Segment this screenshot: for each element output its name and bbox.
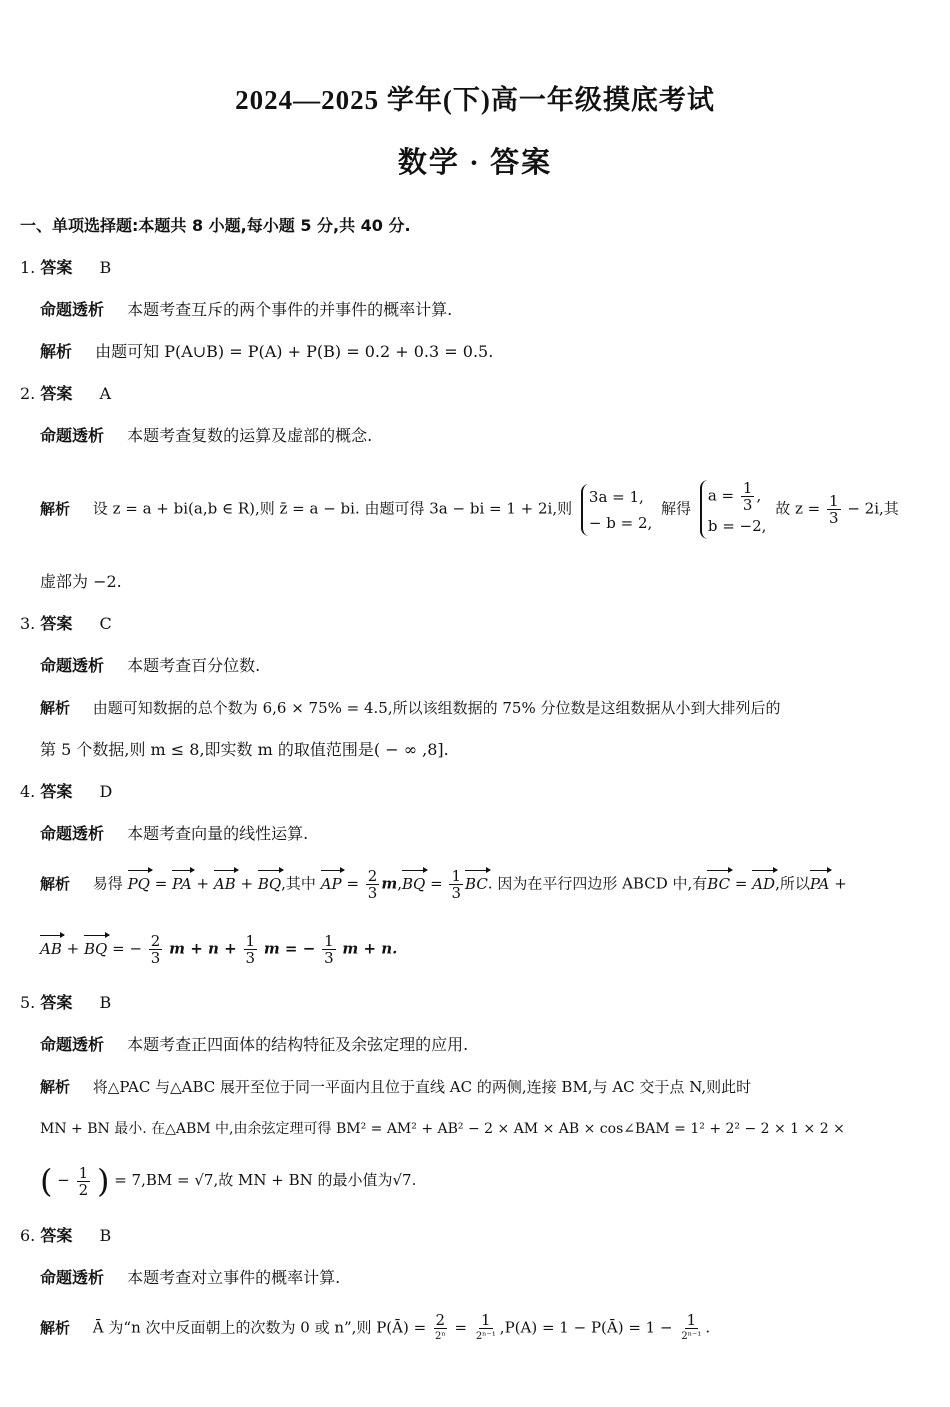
q4-vector-bc: BC <box>465 874 488 893</box>
q4-number: 4. <box>20 782 36 801</box>
q6-intent-line <box>40 1267 340 1289</box>
q4-b2-den: 3 <box>245 949 256 967</box>
q4-fraction-one-third <box>449 868 463 901</box>
q2-intent-text: 本题考查复数的运算及虚部的概念. <box>127 426 373 445</box>
page-title: 2024—2025 学年(下)高一年级摸底考试 <box>235 85 715 115</box>
q4-vector-ab-2: AB <box>40 939 62 958</box>
q5-intent-label: 命题透析 <box>40 1035 105 1054</box>
section-heading: 一、单项选择题:本题共 8 小题,每小题 5 分,共 40 分. <box>20 216 411 235</box>
q4-eq-2: = <box>346 874 360 893</box>
q3-intent-line <box>40 655 260 677</box>
q4-b2-num: 1 <box>245 932 256 950</box>
q4-answer-label: 答案 <box>40 782 73 801</box>
q4-frac-den-2: 3 <box>451 884 462 902</box>
q4-vector-bc-2: BC <box>707 874 731 893</box>
q2-system-1 <box>581 484 652 536</box>
q4-analysis-line <box>40 868 847 901</box>
q2-number: 2. <box>20 384 36 403</box>
q1-intent-text: 本题考查互斥的两个事件的并事件的概率计算. <box>127 300 453 319</box>
q4-b3-num: 1 <box>324 932 334 950</box>
q5-analysis-line <box>40 1076 751 1098</box>
q3-answer-line <box>20 613 112 635</box>
q6-eq: = <box>454 1318 468 1337</box>
q4-vector-pa: PA <box>172 874 192 893</box>
q4-frac-num: 2 <box>367 867 378 885</box>
q4-fraction-b3 <box>322 933 336 966</box>
q4-intent-line <box>40 823 308 845</box>
q4-vector-bq-2: BQ <box>402 874 426 893</box>
q6-f2-num: 1 <box>481 1311 491 1329</box>
q2-system-2-a-eq: a = <box>707 486 735 505</box>
q2-fraction-one-third <box>741 480 755 513</box>
q4-vector-bq-3: BQ <box>84 939 108 958</box>
q1-analysis-label: 解析 <box>40 342 73 361</box>
q3-answer-label: 答案 <box>40 614 73 633</box>
q6-fraction-1 <box>433 1312 448 1345</box>
q4-answer-value: D <box>99 782 113 801</box>
q4-eq-minus: = − <box>112 939 143 958</box>
q4-text-3: . 因为在平行四边形 ABCD 中,有 <box>487 874 708 893</box>
q4-vector-ad: AD <box>752 874 776 893</box>
q6-f3-num: 1 <box>686 1311 697 1329</box>
page-subtitle: 数学 · 答案 <box>397 147 553 179</box>
q6-answer-line <box>20 1225 111 1247</box>
q4-eq-1: = <box>154 874 168 893</box>
q1-answer-value: B <box>99 258 112 277</box>
q4-frac-num-2: 1 <box>451 867 462 885</box>
q5-analysis-label: 解析 <box>40 1078 71 1096</box>
q4-fraction-b2 <box>244 933 258 966</box>
q2-answer-label: 答案 <box>40 384 73 403</box>
q3-analysis-text: 由题可知数据的总个数为 6,6 × 75% = 4.5,所以该组数据的 75% 分位数是这组数据从小到大排列后的 <box>92 699 781 717</box>
q2-intent-label: 命题透析 <box>40 426 105 445</box>
q3-analysis-continued: 第 5 个数据,则 m ≤ 8,即实数 m 的取值范围是( − ∞ ,8]. <box>40 740 449 759</box>
q2-analysis-label: 解析 <box>40 499 71 518</box>
q5-analysis-final <box>40 1160 416 1201</box>
q4-vector-bq: BQ <box>257 874 282 893</box>
q1-analysis-text: 由题可知 P(A∪B) = P(A) + P(B) = 0.2 + 0.3 = 0.5. <box>95 342 494 361</box>
q4-analysis-continued <box>40 933 397 966</box>
q3-intent-text: 本题考查百分位数. <box>127 656 261 675</box>
q5-analysis-continued: MN + BN 最小. 在△ABM 中,由余弦定理可得 BM² = AM² + AB² − 2 × AM × AB × cos∠BAM = 1² + 2² − 2 × 1 × 2 × <box>40 1121 845 1137</box>
q4-result: m + n. <box>342 939 398 958</box>
q1-analysis-line <box>40 341 493 363</box>
q5-number: 5. <box>20 993 36 1012</box>
q3-analysis-line <box>40 697 780 719</box>
q2-so-z: 故 z = <box>775 499 821 518</box>
q4-m-plus-n: m + n + <box>169 939 237 958</box>
q6-answer-value: B <box>99 1226 112 1245</box>
q1-answer-label: 答案 <box>40 258 73 277</box>
q2-system-2 <box>700 480 767 539</box>
q2-system-1-line-1: 3a = 1, <box>588 487 644 506</box>
q4-plus-2: + <box>240 874 254 893</box>
q4-b1-den: 3 <box>150 949 161 967</box>
q3-intent-label: 命题透析 <box>40 656 105 675</box>
q4-m-eq: m = − <box>263 939 316 958</box>
q4-vector-pq: PQ <box>127 874 150 893</box>
q2-z-tail: − 2i,其 <box>847 499 899 518</box>
q4-b3-den: 3 <box>324 949 334 967</box>
q4-plus-4: + <box>66 939 80 958</box>
q3-answer-value: C <box>99 614 112 633</box>
q5-frac-den: 2 <box>78 1180 89 1199</box>
q4-analysis-label: 解析 <box>40 874 71 893</box>
q2-system-2-line-1 <box>708 480 767 513</box>
q5-fraction-half <box>77 1165 91 1198</box>
q4-eq-3: = <box>430 874 443 893</box>
q6-intent-label: 命题透析 <box>40 1268 105 1287</box>
q5-intent-text: 本题考查正四面体的结构特征及余弦定理的应用. <box>127 1035 469 1054</box>
q6-text-1: Ā 为“n 次中反面朝上的次数为 0 或 n”,则 P(Ā) = <box>92 1318 427 1337</box>
q6-text-2: ,P(A) = 1 − P(Ā) = 1 − <box>499 1318 673 1337</box>
q5-minus: − <box>57 1171 70 1189</box>
q6-fraction-3 <box>679 1312 703 1345</box>
q6-analysis-label: 解析 <box>40 1318 71 1337</box>
q3-number: 3. <box>20 614 36 633</box>
q4-b1-num: 2 <box>150 932 161 950</box>
q5-frac-num: 1 <box>78 1163 89 1182</box>
q6-answer-label: 答案 <box>40 1226 73 1245</box>
q4-vector-pa-2: PA <box>809 874 830 893</box>
q6-analysis-line <box>40 1312 710 1345</box>
q6-f2-den: 2ⁿ⁻¹ <box>475 1331 496 1342</box>
q3-analysis-label: 解析 <box>40 699 71 717</box>
q6-f1-den: 2ⁿ <box>434 1331 446 1342</box>
q5-tail: = 7,BM = √7,故 MN + BN 的最小值为√7. <box>114 1171 417 1189</box>
q4-m: m <box>381 874 398 893</box>
q2-answer-line <box>20 383 111 405</box>
q4-intent-text: 本题考查向量的线性运算. <box>127 824 309 843</box>
q2-z-den: 3 <box>829 509 839 527</box>
q2-system-2-line-2: b = −2, <box>707 517 767 535</box>
q4-text-4: ,所以 <box>775 874 810 893</box>
q4-text-1: 易得 <box>92 874 123 893</box>
q2-system-2-comma: , <box>756 486 762 505</box>
q1-intent-line <box>40 299 452 321</box>
q2-intent-line <box>40 425 372 447</box>
q2-analysis-text: 设 z = a + bi(a,b ∈ R),则 z̄ = a − bi. 由题可得 3a − bi = 1 + 2i,则 <box>92 499 573 518</box>
q2-analysis-line <box>40 480 899 539</box>
q6-f3-den: 2ⁿ⁻¹ <box>681 1331 702 1342</box>
q4-fraction-two-thirds <box>366 868 380 901</box>
q2-solve-word: 解得 <box>661 499 692 518</box>
q2-system-1-line-2: − b = 2, <box>588 513 653 532</box>
q5-answer-label: 答案 <box>40 993 73 1012</box>
q2-z-fraction <box>827 493 841 526</box>
q4-fraction-b1 <box>149 933 163 966</box>
q4-answer-line <box>20 781 112 803</box>
q2-analysis-continued: 虚部为 −2. <box>40 572 122 591</box>
q4-vector-ap: AP <box>320 874 342 893</box>
q4-text-2: ,其中 <box>281 874 316 893</box>
q6-end: . <box>705 1318 711 1337</box>
q6-f1-num: 2 <box>435 1311 446 1329</box>
q4-plus-3: + <box>834 874 847 893</box>
q2-fraction-num: 1 <box>742 479 753 497</box>
q4-intent-label: 命题透析 <box>40 824 105 843</box>
q4-comma: , <box>397 874 402 893</box>
q4-frac-den: 3 <box>367 884 378 902</box>
q6-intent-text: 本题考查对立事件的概率计算. <box>127 1268 341 1287</box>
q4-vector-ab: AB <box>213 874 236 893</box>
q6-number: 6. <box>20 1226 36 1245</box>
q4-eq-4: = <box>734 874 748 893</box>
q4-plus-1: + <box>196 874 210 893</box>
q5-analysis-text: 将△PAC 与△ABC 展开至位于同一平面内且位于直线 AC 的两侧,连接 BM,与 AC 交于点 N,则此时 <box>92 1078 752 1096</box>
q2-fraction-den: 3 <box>742 496 753 514</box>
q1-answer-line <box>20 257 111 279</box>
q2-z-num: 1 <box>829 492 839 510</box>
q2-answer-value: A <box>99 384 112 403</box>
q5-answer-line <box>20 992 111 1014</box>
q6-fraction-2 <box>474 1312 498 1345</box>
q5-answer-value: B <box>99 993 112 1012</box>
q5-left-paren: ( <box>40 1162 53 1200</box>
q1-number: 1. <box>20 258 36 277</box>
q5-right-paren: ) <box>96 1162 110 1200</box>
q1-intent-label: 命题透析 <box>40 300 105 319</box>
q5-intent-line <box>40 1034 468 1056</box>
